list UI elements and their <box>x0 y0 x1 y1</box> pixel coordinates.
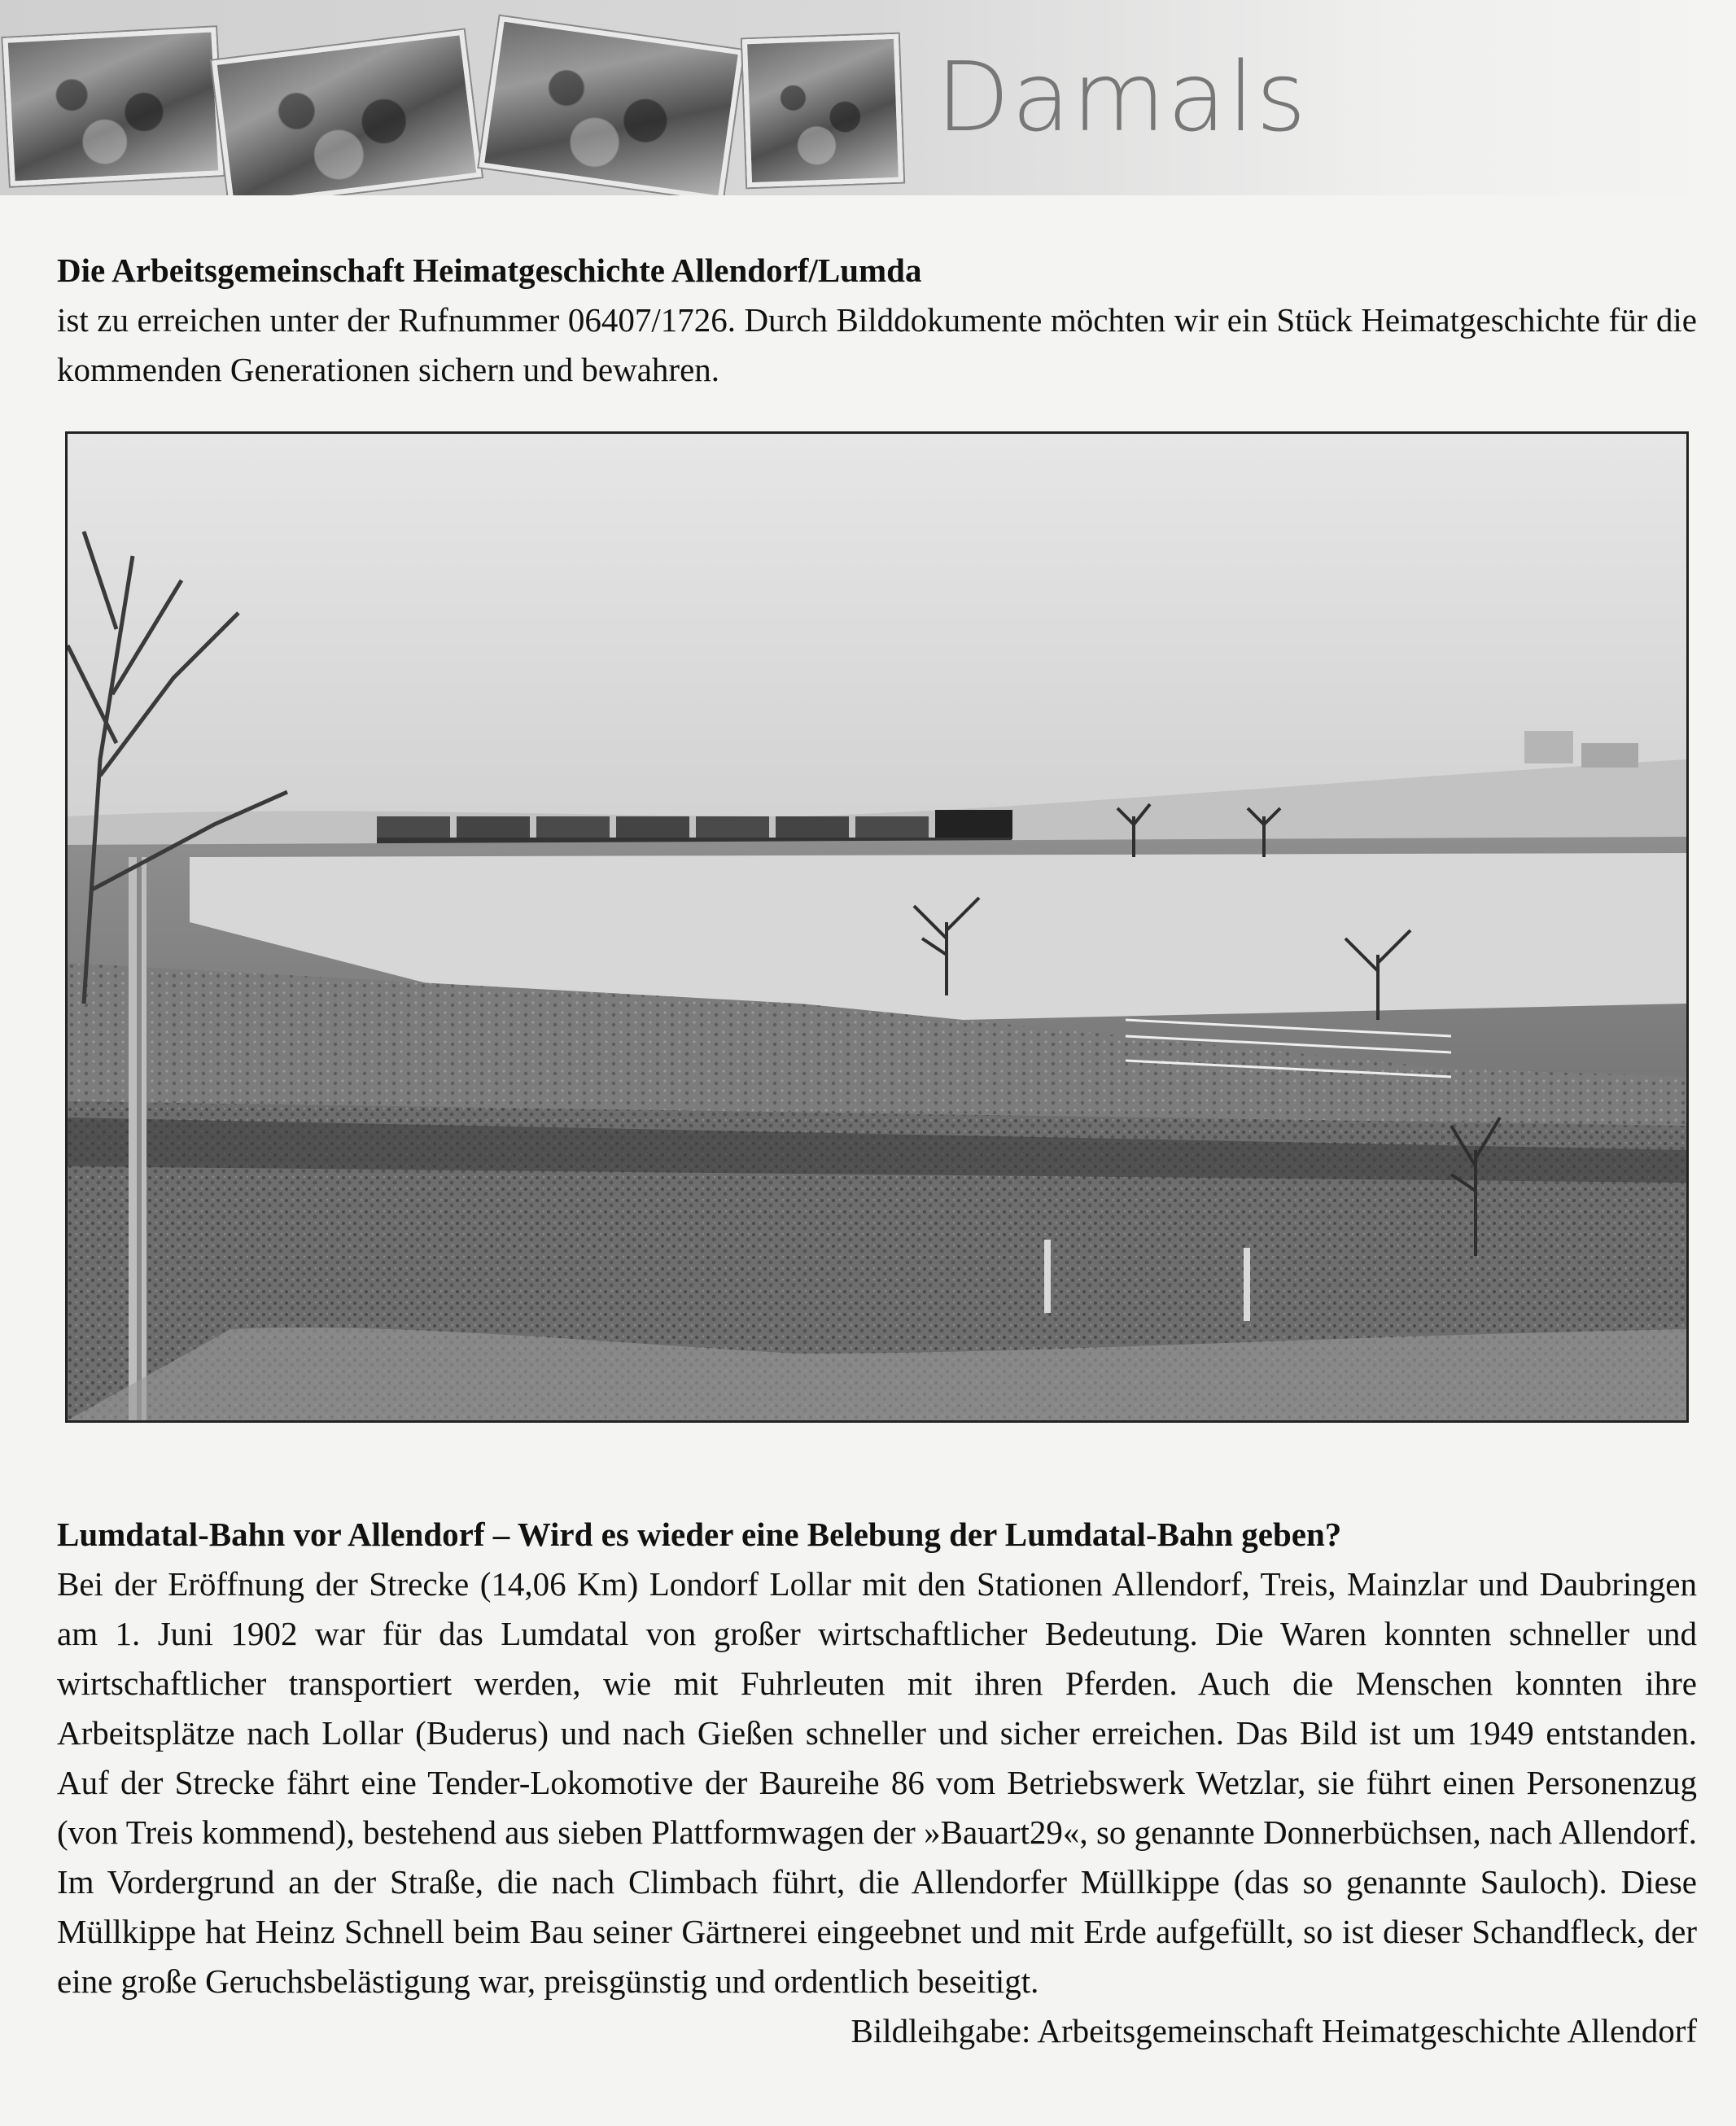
section-title: Damals <box>936 41 1308 153</box>
credit-line <box>57 2006 1697 2056</box>
article-heading: Lumdatal-Bahn vor Allendorf – Wird es wieder eine Belebung der Lumdatal-Bahn geben? <box>57 1516 1342 1553</box>
historic-photo <box>65 431 1689 1423</box>
header-banner <box>0 0 1736 195</box>
banner-photo-4 <box>742 34 903 188</box>
intro-text: ist zu erreichen unter der Rufnummer 06407/1726. Durch Bilddokumente möchten wir ein Stück Heimatgeschichte für die kommenden Generationen sichern und bewahren. <box>57 301 1697 388</box>
landscape-with-train-image <box>68 434 1686 1420</box>
photo-credit: Bildleihgabe: Arbeitsgemeinschaft Heimatgeschichte Allendorf <box>851 2012 1697 2049</box>
banner-photo-1 <box>2 27 223 186</box>
intro-block <box>57 246 1697 395</box>
article-body: Bei der Eröffnung der Strecke (14,06 Km) Londorf Lollar mit den Stationen Allendorf, Treis, Mainzlar und Daubringen am 1. Juni 1902 war für das Lumdatal von großer wirtschaftlicher Bedeutung. Die Waren konnten schneller und wirtschaftlicher transportiert werden, wie mit Fuhrleuten mit ihren Pferden. Auch die Menschen konnten ihre Arbeitsplätze nach Lollar (Buderus) und nach Gießen schneller und sicher erreichen. Das Bild ist um 1949 entstanden. Auf der Strecke fährt eine Tender-Lokomotive der Baureihe 86 vom Betriebswerk Wetzlar, sie führt einen Personenzug (von Treis kommend), bestehend aus sieben Plattformwagen der »Bauart29«, so genannte Donnerbüchsen, nach Allendorf. Im Vordergrund an der Straße, die nach Climbach führt, die Allendorfer Müllkippe (das so genannte Sauloch). Diese Müllkippe hat Heinz Schnell beim Bau seiner Gärtnerei eingeebnet und mit Erde aufgefüllt, so ist dieser Schandfleck, der eine große Geruchsbelästigung war, preisgünstig und ordentlich beseitigt. <box>57 1565 1697 2000</box>
article-block <box>57 1510 1697 2056</box>
intro-heading: Die Arbeitsgemeinschaft Heimatgeschichte Allendorf/Lumda <box>57 252 922 289</box>
